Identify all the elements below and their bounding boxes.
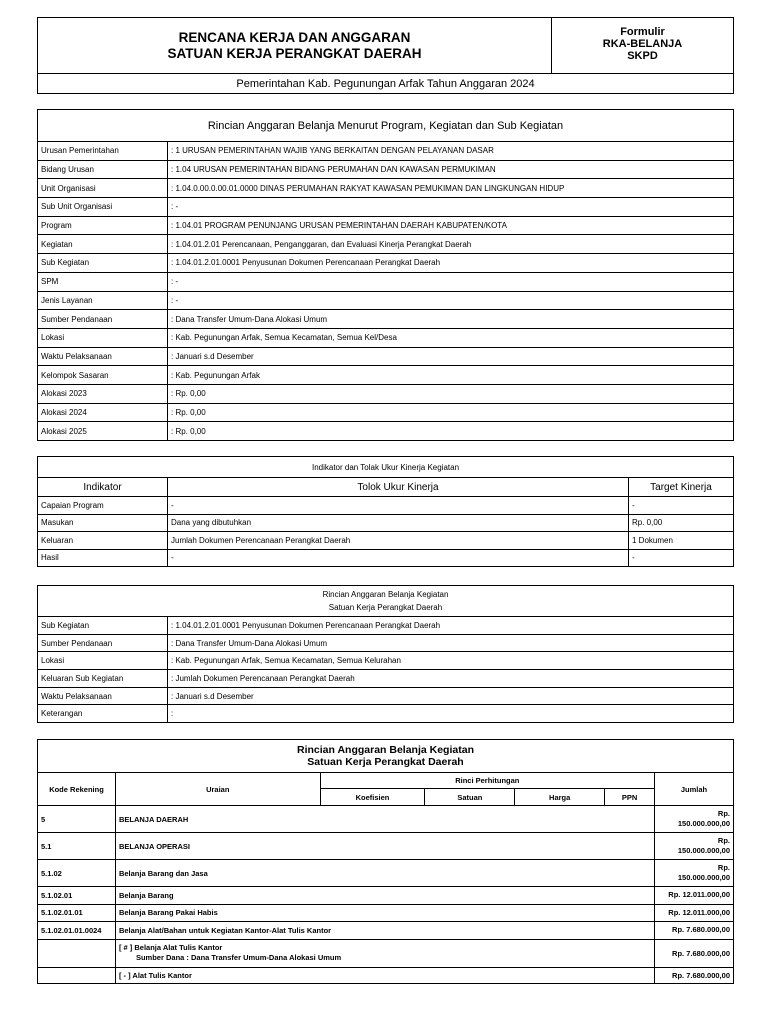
col-ppn: PPN (605, 789, 655, 806)
form-label (552, 18, 734, 74)
program-row-label: Bidang Urusan (38, 160, 168, 179)
program-section-title: Rincian Anggaran Belanja Menurut Program, Kegiatan dan Sub Kegiatan (38, 110, 734, 142)
rincian-row-kode: 5.1.02.01 (38, 887, 116, 905)
program-row (38, 384, 734, 403)
program-row (38, 366, 734, 385)
program-row-label: SPM (38, 272, 168, 291)
program-row (38, 254, 734, 273)
program-row-value: : Rp. 0,00 (168, 403, 734, 422)
group-row-line-2: Sumber Dana : Dana Transfer Umum-Dana Alokasi Umum (135, 953, 342, 962)
program-row (38, 235, 734, 254)
kegiatan-row-label: Keluaran Sub Kegiatan (38, 670, 168, 688)
rincian-section-title (38, 740, 734, 773)
kegiatan-row-label: Sub Kegiatan (38, 617, 168, 635)
program-row-value: : Kab. Pegunungan Arfak (168, 366, 734, 385)
rincian-row-kode: 5.1.02.01.01.0024 (38, 922, 116, 940)
indikator-cell: Capaian Program (38, 497, 168, 515)
target-kinerja-cell: 1 Dokumen (629, 532, 734, 550)
kegiatan-row-value: : Januari s.d Desember (168, 687, 734, 705)
target-kinerja-cell: - (629, 497, 734, 515)
indikator-row (38, 532, 734, 550)
program-row-value: : 1.04.01.2.01 Perencanaan, Penganggaran, dan Evaluasi Kinerja Perangkat Daerah (168, 235, 734, 254)
rincian-row-uraian: Belanja Barang dan Jasa (115, 860, 654, 887)
col-target-kinerja: Target Kinerja (629, 478, 734, 497)
program-row-value: : 1.04 URUSAN PEMERINTAHAN BIDANG PERUMAHAN DAN KAWASAN PERMUKIMAN (168, 160, 734, 179)
title-line-2: SATUAN KERJA PERANGKAT DAERAH (167, 45, 422, 61)
program-row-label: Jenis Layanan (38, 291, 168, 310)
target-kinerja-cell: Rp. 0,00 (629, 514, 734, 532)
program-row-label: Sub Kegiatan (38, 254, 168, 273)
rincian-row (38, 806, 734, 833)
program-row-value: : Rp. 0,00 (168, 384, 734, 403)
rincian-row-jumlah (655, 887, 734, 905)
program-row (38, 291, 734, 310)
kegiatan-row-value: : (168, 705, 734, 723)
col-satuan: Satuan (425, 789, 515, 806)
rincian-title-line-1: Rincian Anggaran Belanja Kegiatan (297, 744, 474, 756)
col-koefisien: Koefisien (320, 789, 425, 806)
program-row (38, 310, 734, 329)
kegiatan-row-value: : 1.04.01.2.01.0001 Penyusunan Dokumen Perencanaan Perangkat Daerah (168, 617, 734, 635)
rincian-row (38, 904, 734, 922)
document-header (37, 17, 734, 94)
kegiatan-row-label: Lokasi (38, 652, 168, 670)
rincian-row-kode: 5.1 (38, 833, 116, 860)
rincian-row-jumlah-line-1: Rp. (717, 863, 730, 872)
group-row-uraian (115, 939, 654, 967)
rincian-table (37, 739, 734, 984)
program-row-value: : Kab. Pegunungan Arfak, Semua Kecamatan, Semua Kel/Desa (168, 328, 734, 347)
rincian-row-jumlah-line-1: Rp. 7.680.000,00 (672, 925, 730, 935)
rincian-row-jumlah (655, 833, 734, 860)
program-row (38, 142, 734, 161)
program-row-value: : Rp. 0,00 (168, 422, 734, 441)
form-line-3: SKPD (627, 50, 658, 62)
col-tolok-ukur: Tolok Ukur Kinerja (168, 478, 629, 497)
rincian-row-jumlah-line-2: 150.000.000,00 (677, 819, 730, 828)
rincian-row (38, 833, 734, 860)
kegiatan-row (38, 705, 734, 723)
program-row-value: : Dana Transfer Umum-Dana Alokasi Umum (168, 310, 734, 329)
rincian-row-uraian: BELANJA OPERASI (115, 833, 654, 860)
rincian-row-uraian: BELANJA DAERAH (115, 806, 654, 833)
kegiatan-table (37, 585, 734, 723)
kegiatan-row (38, 634, 734, 652)
program-row-value: : 1.04.01 PROGRAM PENUNJANG URUSAN PEMERINTAHAN DAERAH KABUPATEN/KOTA (168, 216, 734, 235)
program-row-value: : - (168, 291, 734, 310)
kegiatan-row-value: : Jumlah Dokumen Perencanaan Perangkat Daerah (168, 670, 734, 688)
group-row-line-1: [ # ] Belanja Alat Tulis Kantor (118, 943, 223, 952)
indikator-cell: Hasil (38, 549, 168, 567)
kegiatan-row-value: : Kab. Pegunungan Arfak, Semua Kecamatan, Semua Kelurahan (168, 652, 734, 670)
rincian-row-jumlah-line-1: Rp. 12.011.000,00 (668, 907, 730, 917)
kegiatan-row (38, 652, 734, 670)
rincian-row-jumlah-line-1: Rp. (717, 836, 730, 845)
program-row-label: Urusan Pemerintahan (38, 142, 168, 161)
indikator-row (38, 497, 734, 515)
program-row-label: Program (38, 216, 168, 235)
program-row (38, 179, 734, 198)
col-kode-rekening: Kode Rekening (38, 773, 116, 806)
kegiatan-title-line-1: Rincian Anggaran Belanja Kegiatan (322, 590, 449, 599)
indikator-cell: Keluaran (38, 532, 168, 550)
program-row-label: Sumber Pendanaan (38, 310, 168, 329)
rincian-row-uraian: Belanja Barang Pakai Habis (115, 904, 654, 922)
rincian-row-jumlah (655, 860, 734, 887)
program-row-label: Sub Unit Organisasi (38, 198, 168, 217)
target-kinerja-cell: - (629, 549, 734, 567)
col-indikator: Indikator (38, 478, 168, 497)
group-row-jumlah: Rp. 7.680.000,00 (655, 939, 734, 967)
rincian-row-kode: 5.1.02.01.01 (38, 904, 116, 922)
rincian-row-jumlah-line-1: Rp. (717, 809, 730, 818)
item-row-kode (38, 967, 116, 983)
kegiatan-row (38, 670, 734, 688)
program-row-label: Kelompok Sasaran (38, 366, 168, 385)
program-row-value: : 1.04.01.2.01.0001 Penyusunan Dokumen Perencanaan Perangkat Daerah (168, 254, 734, 273)
program-row-value: : Januari s.d Desember (168, 347, 734, 366)
program-row-value: : - (168, 198, 734, 217)
program-row (38, 403, 734, 422)
program-row (38, 216, 734, 235)
program-row-label: Alokasi 2025 (38, 422, 168, 441)
program-row-label: Waktu Pelaksanaan (38, 347, 168, 366)
program-row (38, 347, 734, 366)
tolok-ukur-cell: Dana yang dibutuhkan (168, 514, 629, 532)
program-row (38, 160, 734, 179)
tolok-ukur-cell: - (168, 497, 629, 515)
title-line-1: RENCANA KERJA DAN ANGGARAN (178, 29, 411, 45)
program-row-value: : 1 URUSAN PEMERINTAHAN WAJIB YANG BERKAITAN DENGAN PELAYANAN DASAR (168, 142, 734, 161)
kegiatan-row-label: Waktu Pelaksanaan (38, 687, 168, 705)
program-row-label: Unit Organisasi (38, 179, 168, 198)
tolok-ukur-cell: Jumlah Dokumen Perencanaan Perangkat Daerah (168, 532, 629, 550)
rincian-row-jumlah-line-2: 150.000.000,00 (677, 846, 730, 855)
rincian-row-jumlah-line-1: Rp. 12.011.000,00 (668, 890, 730, 900)
rincian-row-jumlah (655, 922, 734, 940)
program-row (38, 198, 734, 217)
document-subtitle: Pemerintahan Kab. Pegunungan Arfak Tahun Anggaran 2024 (38, 74, 734, 94)
rincian-row (38, 860, 734, 887)
program-row-label: Alokasi 2023 (38, 384, 168, 403)
kegiatan-row (38, 687, 734, 705)
indikator-row (38, 549, 734, 567)
program-row-label: Lokasi (38, 328, 168, 347)
rincian-row-kode: 5.1.02 (38, 860, 116, 887)
rincian-row-uraian: Belanja Alat/Bahan untuk Kegiatan Kantor-Alat Tulis Kantor (115, 922, 654, 940)
program-table (37, 109, 734, 441)
col-uraian: Uraian (115, 773, 320, 806)
item-row-jumlah: Rp. 7.680.000,00 (655, 967, 734, 983)
rincian-row-jumlah (655, 904, 734, 922)
program-row (38, 272, 734, 291)
group-row-kode (38, 939, 116, 967)
indikator-table (37, 456, 734, 567)
rincian-row-jumlah-line-2: 150.000.000,00 (677, 873, 730, 882)
item-row-uraian: [ - ] Alat Tulis Kantor (115, 967, 654, 983)
rincian-row (38, 922, 734, 940)
col-jumlah: Jumlah (655, 773, 734, 806)
kegiatan-row-value: : Dana Transfer Umum-Dana Alokasi Umum (168, 634, 734, 652)
program-row (38, 422, 734, 441)
kegiatan-title-line-2: Satuan Kerja Perangkat Daerah (328, 603, 443, 612)
form-line-2: RKA-BELANJA (602, 38, 683, 50)
program-row-value: : 1.04.0.00.0.00.01.0000 DINAS PERUMAHAN RAKYAT KAWASAN PEMUKIMAN DAN LINGKUNGAN HIDUP (168, 179, 734, 198)
col-rinci-perhitungan: Rinci Perhitungan (320, 773, 654, 789)
kegiatan-row (38, 617, 734, 635)
tolok-ukur-cell: - (168, 549, 629, 567)
document-title (38, 18, 552, 74)
rincian-row (38, 887, 734, 905)
kegiatan-row-label: Keterangan (38, 705, 168, 723)
rincian-row-kode: 5 (38, 806, 116, 833)
indikator-section-title: Indikator dan Tolak Ukur Kinerja Kegiatan (38, 457, 734, 478)
rincian-row-uraian: Belanja Barang (115, 887, 654, 905)
rincian-row-jumlah (655, 806, 734, 833)
kegiatan-section-title (38, 586, 734, 617)
indikator-row (38, 514, 734, 532)
program-row-value: : - (168, 272, 734, 291)
kegiatan-row-label: Sumber Pendanaan (38, 634, 168, 652)
program-row-label: Kegiatan (38, 235, 168, 254)
program-row-label: Alokasi 2024 (38, 403, 168, 422)
program-row (38, 328, 734, 347)
rincian-title-line-2: Satuan Kerja Perangkat Daerah (307, 756, 464, 768)
indikator-cell: Masukan (38, 514, 168, 532)
form-line-1: Formulir (620, 26, 665, 38)
col-harga: Harga (515, 789, 605, 806)
